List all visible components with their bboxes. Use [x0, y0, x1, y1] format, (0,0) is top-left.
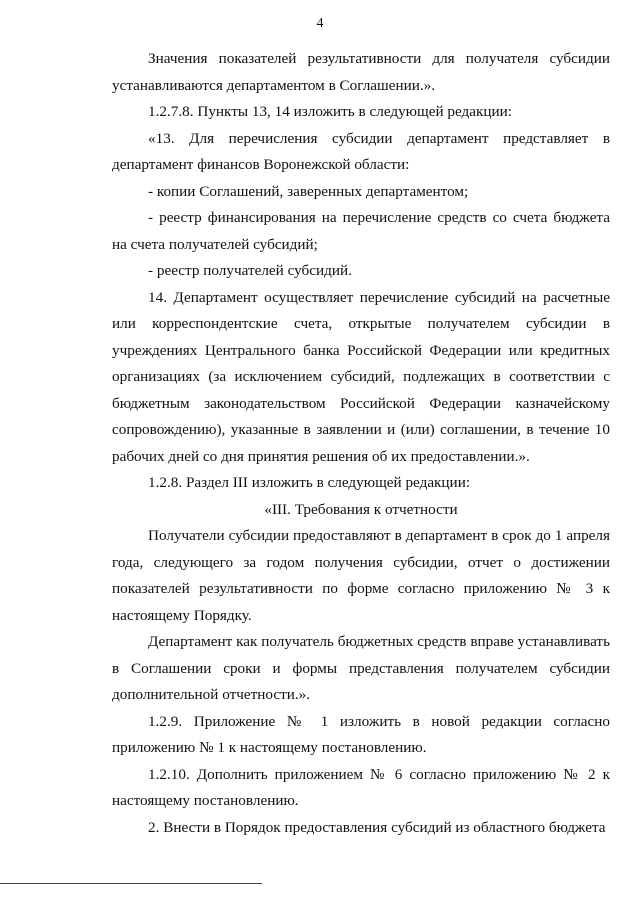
paragraph-1-2-7-8: 1.2.7.8. Пункты 13, 14 изложить в следующей редакции:	[148, 103, 512, 120]
paragraph-additional-reporting: Департамент как получатель бюджетных средств вправе устанавливать в Соглашении сроки и формы представления получателем субсидии дополнительной отчетности.».	[112, 633, 610, 703]
list-item-financing-register: - реестр финансирования на перечисление средств со счета бюджета на счета получателей субсидий;	[112, 209, 610, 253]
paragraph-item-2: 2. Внести в Порядок предоставления субсидий из областного бюджета	[148, 818, 606, 836]
list-item-agreement-copies: - копии Соглашений, заверенных департаментом;	[148, 182, 469, 200]
document-body	[112, 46, 610, 841]
page-number: 4	[316, 16, 324, 31]
paragraph-1-2-8: 1.2.8. Раздел III изложить в следующей редакции:	[148, 474, 471, 491]
paragraph-item-14: 14. Департамент осуществляет перечисление субсидий на расчетные или корреспондентские счета, открытые получателем субсидии в учреждениях Центрального банка Российской Федерации или кредитных организациях (за исключением субсидий, подлежащих в соответствии с бюджетным законодательством Российской Федерации казначейскому сопровождению), указанные в заявлении и (или) соглашении, в течение 10 рабочих дней со дня принятия решения об их предоставлении.».	[112, 288, 610, 465]
paragraph-1-2-10: 1.2.10. Дополнить приложением № 6 согласно приложению № 2 к настоящему постановлению.	[112, 765, 610, 809]
list-item-recipients-register: - реестр получателей субсидий.	[148, 262, 352, 279]
section-heading-reporting: «III. Требования к отчетности	[264, 500, 458, 518]
paragraph-reporting-deadline: Получатели субсидии предоставляют в департамент в срок до 1 апреля года, следующего за годом получения субсидии, отчет о достижении показателей результативности по форме согласно приложению № 3 к настоящему Порядку.	[112, 527, 610, 624]
paragraph-1-2-9: 1.2.9. Приложение № 1 изложить в новой редакции согласно приложению № 1 к настоящему постановлению.	[112, 712, 610, 756]
paragraph-item-13: «13. Для перечисления субсидии департамент представляет в департамент финансов Воронежской области:	[112, 129, 610, 173]
paragraph-indicators-note: Значения показателей результативности для получателя субсидии устанавливаются департаментом в Соглашении.».	[112, 50, 610, 94]
footer-rule	[0, 883, 262, 884]
